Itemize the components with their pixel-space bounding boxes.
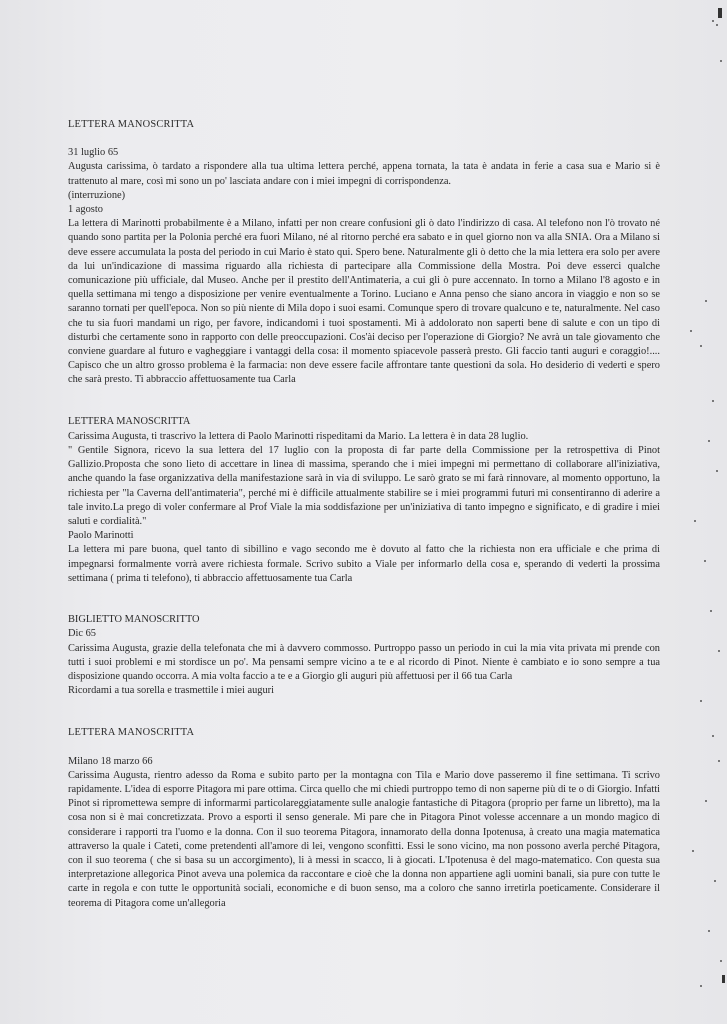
section-spacer <box>68 586 660 613</box>
letter-paragraph: 1 agosto <box>68 204 103 216</box>
section-spacer <box>68 698 660 726</box>
section-heading: LETTERA MANOSCRITTA <box>68 415 191 427</box>
section-spacer <box>68 388 660 415</box>
section-heading: BIGLIETTO MANOSCRITTO <box>68 614 200 626</box>
letter-paragraph: Paolo Marinotti <box>68 530 134 542</box>
letter-paragraph: Carissima Augusta, rientro adesso da Roma e subito parto per la montagna con Tila e Mario dove passeremo il fine settimana. Ti scrivo rapidamente. L'idea di esporre Pitagora mi pare ottima. Circa quello che mi chiedi purtroppo temo di non saperne più di te o di Giorgio. Infatti Pinot si ripromettewa sempre di informarmi particolareggiatamente sulle analogie fantastiche di Pitagora (proprio per farne un libretto), ma la cosa non si è mai concretizzata. Provo a esporti il senso generale. Mi pare che in Pitagora Pinot volesse accennare a un mondo magico di considerare i rapporti tra l'uomo e la donna. Con il suo teorema Pitagora, innamorato della donna Ipotenusa, à creato una magia matematica attraverso la quale i Cateti, come pretendenti all'amore di lei, vengono sconfitti. Essi le sono vicino, ma non possono averla perché Pitagora, con il suo teorema ( che si basa su un accorgimento), li à messi in scacco, li à giocati. L'Ipotenusa è del mago-matematico. Con questa sua interpretazione allegorica Pinot aveva una polemica da raccontare e cioè che la donna non appartiene agli uomini banali, sia pure con tutte le carte in regola e con tutte le opportunità sociali, economiche e di buon senso, ma a coloro che sanno irretirla poeticamente. Considerare il teorema di Pitagora come un'allegoria <box>68 769 660 909</box>
section-letter-2 <box>68 415 660 586</box>
letter-paragraph: (interruzione) <box>68 189 126 201</box>
letter-date: Dic 65 <box>68 628 96 640</box>
document-body <box>68 118 660 911</box>
letter-paragraph: La lettera di Marinotti probabilmente è a Milano, infatti per non creare confusioni gli ò dato l'indirizzo di casa. Al telefono non l'ò trovato né quando sono partita per la Polonia perché era fuori Milano, né al ritorno perché era sabato e in quel giorno non va alla SNIA. Ora a Milano si deve essere accumulata la posta del periodo in cui Mario è stato qui. Spero bene. Naturalmente gli ò detto che la mia lettera era solo per avere da lui un'indicazione di massima riguardo alla richiesta di partecipare alla Commissione della Mostra. Poi deve esserci qualche comunicazione più ufficiale, dal Museo. Anche per il prestito dell'Antimateria, a cui gli ò pure accennato. In torno a Milano l'8 agosto e in quella settimana mi tengo a disposizione per venire eventualmente a Torino. Luciano e Anna penso che siano ancora in viaggio e non so se saranno tornati per quell'epoca. Non so più niente di Mila dopo i suoi esami. Comunque spero di trovare qualcuno e te, naturalmente. Nel caso che tu sia fuori mandami un rigo, per favore, indicandomi i tuoi spostamenti. Mi à addolorato non saperti bene di salute e con un tipo di disturbi che certamente sono in rapporto con delle preoccupazioni. Cos'ài deciso per l'operazione di Giorgio? Ne avrà un tale giovamento che conviene guardare al futuro e vagheggiare i vantaggi della cosa: il momento spiacevole passerà presto. Gli faccio tanti auguri e coraggio!.... Capisco che un altro grosso problema è la farmacia: non deve essere facile affrontare tante questioni da sola. Ho desiderio di vederti e spero che sarà presto. Ti abbraccio affettuosamente tua Carla <box>68 218 660 386</box>
letter-date: 31 luglio 65 <box>68 147 119 159</box>
section-heading: LETTERA MANOSCRITTA <box>68 119 195 130</box>
letter-date: Milano 18 marzo 66 <box>68 755 153 767</box>
section-letter-4 <box>68 726 660 910</box>
section-note-3 <box>68 613 660 698</box>
letter-paragraph: Carissima Augusta, grazie della telefonata che mi à davvero commosso. Purtroppo passo un periodo in cui la mia vita privata mi prende con tutti i suoi problemi e mi stordisce un po'. Ma pensami sempre vicino a te e al ricordo di Pinot. Niente è cambiato e io sono sempre a tua disposizione quando occorra. A mia volta faccio a te e a Giorgio gli auguri più affettuosi per il 66 tua Carla <box>68 642 660 682</box>
letter-paragraph: " Gentile Signora, ricevo la sua lettera del 17 luglio con la proposta di far parte della Commissione per la retrospettiva di Pinot Gallizio.Proposta che sono lieto di accettare in linea di massima, sperando che i miei impegni mi permettano di collaborare all'iniziativa, anche quando la fase organizzativa della manifestazione sarà in via di sviluppo. Le sarò grato se mi farà rinnovare, al momento opportuno, la richiesta per "la Caverna dell'antimateria", perché mi è difficile attualmente stabilire se i miei programmi futuri mi consentiranno di aderire a tale invito.La prego di voler confermare al Prof Viale la mia soddisfazione per un'iniziativa di tanto impegno e significato, e di gradire i miei saluti e cordialità." <box>68 445 660 528</box>
letter-paragraph: Ricordami a tua sorella e trasmettile i miei auguri <box>68 685 275 697</box>
section-heading: LETTERA MANOSCRITTA <box>68 727 195 739</box>
letter-paragraph: Augusta carissima, ò tardato a rispondere alla tua ultima lettera perché, appena tornata, la tata è andata in ferie a casa sua e Mario si è trattenuto al mare, così mi sono un po' lasciata andare con i miei impegni di corrispondenza. <box>68 161 660 187</box>
letter-paragraph: La lettera mi pare buona, quel tanto di sibillino e vago secondo me è dovuto al fatto che la richiesta non era ufficiale e che prima di impegnarsi formalmente vorrà avere richiesta formale. Scrivo subito a Viale per informarlo della cosa e, sperando di vederti la prossima settimana ( prima ti telefono), ti abbraccio affettuosamente tua Carla <box>68 544 660 584</box>
section-letter-1 <box>68 118 660 388</box>
letter-paragraph: Carissima Augusta, ti trascrivo la lettera di Paolo Marinotti rispeditami da Mario. La lettera è in data 28 luglio. <box>68 430 529 442</box>
